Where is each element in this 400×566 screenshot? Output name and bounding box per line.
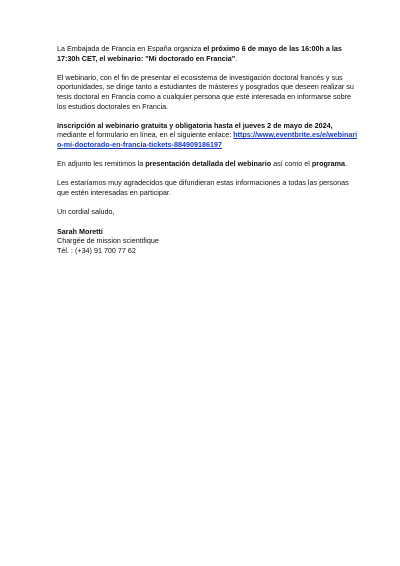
intro-date-bold: el próximo 6 de mayo de las 16:00h a las 17:30h CET, el webinario: "Mi doctorado en Francia" <box>57 44 342 63</box>
signature-name: Sarah Moretti <box>57 226 103 236</box>
signature-block <box>57 227 360 256</box>
registration-text: mediante el formulario en línea, en el siguiente enlace: <box>57 130 234 140</box>
registration-deadline-bold: Inscripción al webinario gratuita y obligatoria hasta el jueves 2 de mayo de 2024, <box>57 120 333 130</box>
dissemination-paragraph: Les estaríamos muy agradecidos que difundieran estas informaciones a todas las personas que estén interesadas en participar. <box>57 178 349 197</box>
intro-paragraph <box>57 44 360 63</box>
attachments-period: . <box>345 159 348 169</box>
intro-text: La Embajada de Francia en España organiza <box>57 44 204 53</box>
signature-phone: Tél. : (+34) 91 700 77 62 <box>57 245 136 255</box>
intro-period: . <box>235 53 238 63</box>
closing-line: Un cordial saludo, <box>57 207 115 217</box>
eventbrite-link[interactable]: https://www.eventbrite.es/e/webinario-mi-doctorado-en-francia-tickets-884909186197 <box>57 130 358 149</box>
registration-paragraph <box>57 121 360 150</box>
program-bold: programa <box>311 159 346 169</box>
presentation-bold: presentación detallada del webinario <box>145 159 272 169</box>
attachments-paragraph <box>57 159 360 169</box>
attachments-text-1: En adjunto les remitimos la <box>57 159 146 169</box>
description-paragraph: El webinario, con el fin de presentar el ecosistema de investigación doctoral francés y sus oportunidades, se dirige tanto a estudiantes de másteres y posgrados que deseen realizar su tesis doctoral en Francia como a cualquier persona que esté interesada en informarse sobre los estudios doctorales en Francia. <box>57 72 354 111</box>
signature-role: Chargée de mission scientifique <box>57 236 159 246</box>
attachments-text-2: así como el <box>271 159 312 169</box>
